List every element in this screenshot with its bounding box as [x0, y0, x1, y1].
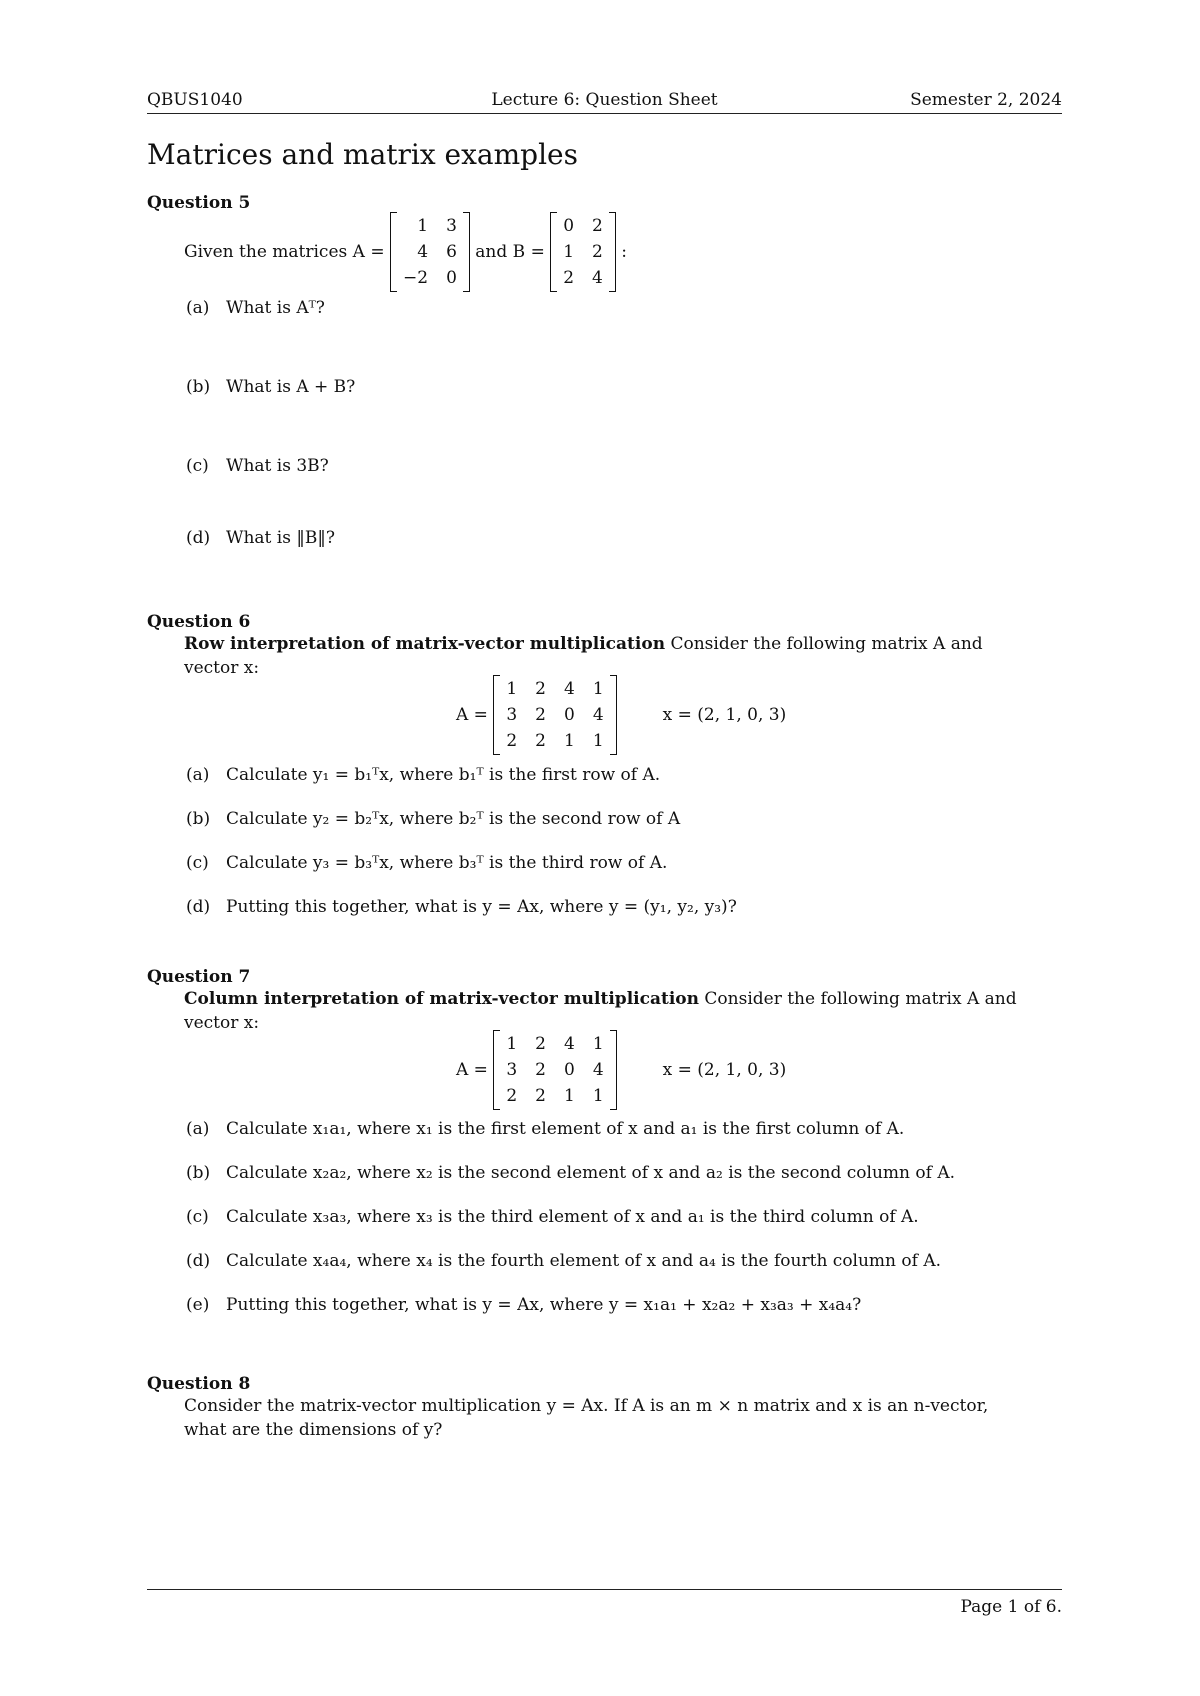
q7-intro-rest: Consider the following matrix A and — [699, 989, 1017, 1009]
section-title: Matrices and matrix examples — [147, 138, 578, 171]
q5-part-d — [186, 528, 335, 548]
part-text: Calculate y₃ = b₃ᵀx, where b₃ᵀ is the third row of A. — [226, 853, 668, 873]
bracket-right — [463, 212, 470, 292]
matrix-B-grid — [557, 212, 609, 292]
matrix-cell: 2 — [535, 1034, 546, 1054]
q6-heading: Question 6 — [147, 612, 251, 632]
q6-part-b — [186, 809, 680, 829]
matrix-cell: 0 — [564, 1060, 575, 1080]
q5-matrix-B — [550, 212, 616, 292]
part-text: Putting this together, what is y = Ax, where y = (y₁, y₂, y₃)? — [226, 897, 737, 917]
q7-A-label: A = — [456, 1060, 488, 1080]
q6-part-d — [186, 897, 737, 917]
matrix-cell: 2 — [592, 242, 603, 262]
matrix-cell: 3 — [506, 1060, 518, 1080]
matrix-cell: 2 — [506, 731, 518, 751]
part-text: What is 3B? — [226, 456, 329, 476]
q5-intro: Given the matrices — [184, 242, 348, 262]
q7-matrix-A — [493, 1030, 616, 1110]
matrix-cell: 3 — [446, 216, 457, 236]
q6-matrix-line — [456, 675, 786, 755]
matrix-cell: 1 — [592, 679, 604, 699]
matrix-cell: 2 — [535, 1086, 546, 1106]
bracket-right — [610, 1030, 617, 1110]
q6-part-a — [186, 765, 660, 785]
matrix-cell: 3 — [506, 705, 518, 725]
matrix-cell: 4 — [564, 1034, 575, 1054]
q8-line1: Consider the matrix-vector multiplication y = Ax. If A is an m × n matrix and x is an n-vector, — [184, 1396, 989, 1416]
bracket-right — [609, 212, 616, 292]
matrix-A-grid — [500, 675, 609, 755]
matrix-cell: 0 — [564, 705, 575, 725]
matrix-cell: 2 — [535, 705, 546, 725]
part-text: What is Aᵀ? — [226, 298, 325, 318]
q6-x-def: x = (2, 1, 0, 3) — [662, 705, 787, 725]
q5-part-b — [186, 377, 355, 397]
matrix-cell: 1 — [592, 1034, 604, 1054]
matrix-cell: −2 — [403, 268, 429, 288]
matrix-cell: 1 — [564, 1086, 575, 1106]
part-text: Calculate y₂ = b₂ᵀx, where b₂ᵀ is the second row of A — [226, 809, 681, 829]
matrix-cell: 1 — [506, 679, 518, 699]
bracket-right — [610, 675, 617, 755]
bracket-left — [493, 1030, 500, 1110]
part-text: Putting this together, what is y = Ax, where y = x₁a₁ + x₂a₂ + x₃a₃ + x₄a₄? — [226, 1295, 862, 1315]
q5-B-label: B = — [512, 242, 545, 262]
q7-matrix-line — [456, 1030, 786, 1110]
part-label: (d) — [186, 1251, 211, 1271]
matrix-cell: 4 — [592, 705, 604, 725]
q6-intro-rest: Consider the following matrix A and — [665, 634, 983, 654]
matrix-cell: 2 — [563, 268, 575, 288]
q8-heading: Question 8 — [147, 1374, 251, 1394]
q7-intro — [184, 987, 1062, 1035]
matrix-cell: 2 — [506, 1086, 518, 1106]
part-label: (e) — [186, 1295, 210, 1315]
q6-A-label: A = — [456, 705, 488, 725]
q7-part-c — [186, 1207, 919, 1227]
q7-x-def: x = (2, 1, 0, 3) — [662, 1060, 787, 1080]
header-title: Lecture 6: Question Sheet — [491, 90, 718, 110]
matrix-cell: 1 — [564, 731, 575, 751]
matrix-cell: 1 — [506, 1034, 518, 1054]
part-label: (c) — [186, 853, 209, 873]
matrix-cell: 1 — [417, 216, 429, 236]
matrix-cell: 1 — [592, 731, 604, 751]
q7-bold-lead: Column interpretation of matrix-vector multiplication — [184, 989, 699, 1009]
part-label: (b) — [186, 1163, 211, 1183]
matrix-cell: 4 — [564, 679, 575, 699]
q7-part-b — [186, 1163, 955, 1183]
page-number: Page 1 of 6. — [960, 1597, 1062, 1617]
q7-heading: Question 7 — [147, 967, 251, 987]
q5-matrix-A — [390, 212, 470, 292]
q7-part-d — [186, 1251, 941, 1271]
q5-part-c — [186, 456, 329, 476]
q6-matrix-A — [493, 675, 616, 755]
part-text: What is A + B? — [226, 377, 356, 397]
q5-part-a — [186, 298, 325, 318]
part-text: What is ‖B‖? — [226, 528, 335, 548]
matrix-A-grid — [397, 212, 463, 292]
matrix-cell: 0 — [563, 216, 575, 236]
matrix-cell: 2 — [535, 731, 546, 751]
part-text: Calculate x₂a₂, where x₂ is the second element of x and a₂ is the second column of A. — [226, 1163, 955, 1183]
q7-part-e — [186, 1295, 861, 1315]
header-semester: Semester 2, 2024 — [910, 90, 1062, 110]
matrix-A-grid — [500, 1030, 609, 1110]
header-course: QBUS1040 — [147, 90, 243, 110]
part-text: Calculate x₃a₃, where x₃ is the third element of x and a₁ is the third column of A. — [226, 1207, 919, 1227]
matrix-cell: 1 — [592, 1086, 604, 1106]
part-label: (b) — [186, 377, 211, 397]
q6-bold-lead: Row interpretation of matrix-vector multiplication — [184, 634, 666, 654]
part-label: (b) — [186, 809, 211, 829]
q6-intro-line2: vector x: — [184, 658, 260, 678]
matrix-cell: 4 — [592, 1060, 604, 1080]
part-label: (a) — [186, 1119, 210, 1139]
part-label: (d) — [186, 897, 211, 917]
part-label: (a) — [186, 298, 210, 318]
page-header — [147, 90, 1062, 114]
matrix-cell: 2 — [535, 1060, 546, 1080]
matrix-cell: 1 — [563, 242, 575, 262]
q5-A-label: A = — [352, 242, 385, 262]
q6-intro — [184, 632, 1062, 680]
matrix-cell: 6 — [446, 242, 457, 262]
q8-body — [184, 1394, 1062, 1442]
bracket-left — [550, 212, 557, 292]
q5-heading: Question 5 — [147, 193, 251, 213]
q5-and: and — [475, 242, 508, 262]
matrix-cell: 4 — [417, 242, 429, 262]
q6-part-c — [186, 853, 667, 873]
part-label: (a) — [186, 765, 210, 785]
part-text: Calculate x₄a₄, where x₄ is the fourth element of x and a₄ is the fourth column of A. — [226, 1251, 942, 1271]
bracket-left — [493, 675, 500, 755]
bracket-left — [390, 212, 397, 292]
q7-intro-line2: vector x: — [184, 1013, 260, 1033]
matrix-cell: 2 — [592, 216, 603, 236]
part-text: Calculate y₁ = b₁ᵀx, where b₁ᵀ is the first row of A. — [226, 765, 661, 785]
q7-part-a — [186, 1119, 904, 1139]
q8-line2: what are the dimensions of y? — [184, 1420, 443, 1440]
part-label: (c) — [186, 456, 209, 476]
matrix-cell: 0 — [446, 268, 457, 288]
header-rule — [147, 113, 1062, 114]
part-label: (c) — [186, 1207, 209, 1227]
q5-matrix-line: Given the matrices A = 1 3 4 6 −2 0 and B = 0 2 1 2 2 4 : — [184, 212, 627, 292]
matrix-cell: 2 — [535, 679, 546, 699]
footer-rule — [147, 1589, 1062, 1590]
part-text: Calculate x₁a₁, where x₁ is the first element of x and a₁ is the first column of A. — [226, 1119, 905, 1139]
part-label: (d) — [186, 528, 211, 548]
matrix-cell: 4 — [592, 268, 603, 288]
